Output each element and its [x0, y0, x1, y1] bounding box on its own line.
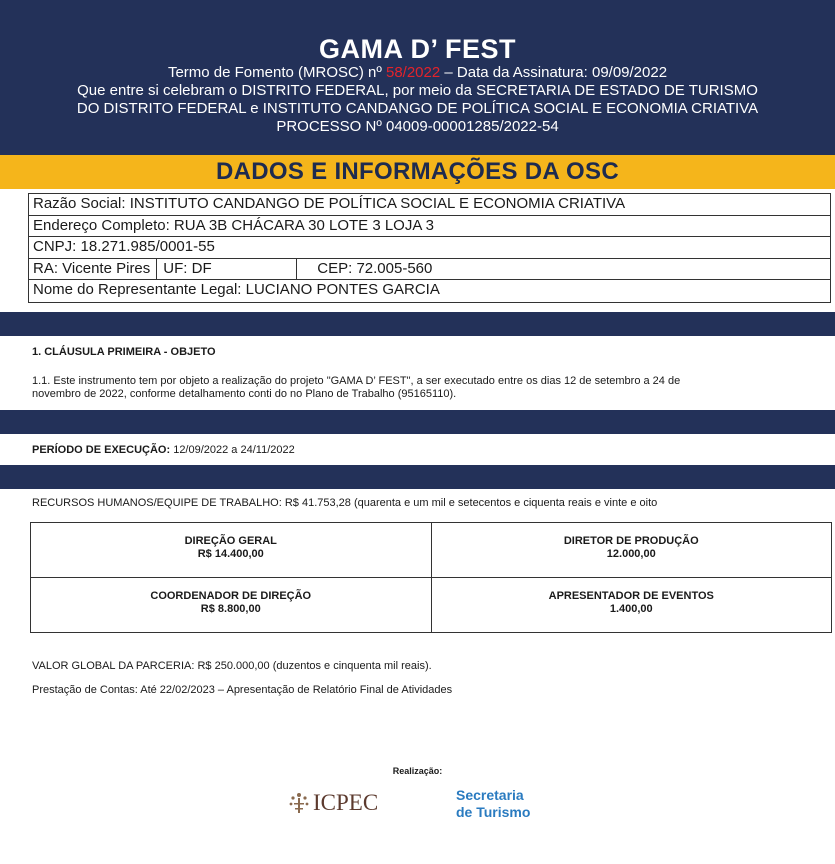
cnpj: CNPJ: 18.271.985/0001-55 — [33, 238, 215, 255]
icpec-logo — [288, 790, 378, 816]
section-banner: DADOS E INFORMAÇÕES DA OSC — [0, 155, 835, 189]
term-suffix: – Data da Assinatura: 09/09/2022 — [440, 64, 668, 81]
term-line — [0, 64, 835, 82]
uf: UF: DF — [157, 259, 297, 280]
icpec-leaf-icon — [288, 791, 310, 815]
team-role: DIRETOR DE PRODUÇÃO — [563, 535, 699, 547]
osc-row-cnpj — [29, 237, 830, 259]
team-value: 1.400,00 — [609, 603, 653, 615]
divider-bar — [0, 410, 835, 434]
osc-row-location — [29, 259, 830, 281]
table-row — [31, 523, 831, 578]
process-number: PROCESSO Nº 04009-00001285/2022-54 — [276, 118, 559, 135]
divider-bar — [0, 465, 835, 489]
team-value: 12.000,00 — [606, 548, 656, 560]
osc-row-representante — [29, 280, 830, 302]
cep: CEP: 72.005-560 — [317, 259, 433, 277]
team-cell — [432, 578, 832, 633]
osc-row-endereco — [29, 216, 830, 238]
endereco: Endereço Completo: RUA 3B CHÁCARA 30 LOTE 3 LOJA 3 — [33, 216, 435, 234]
team-cell — [31, 578, 432, 633]
prestacao-contas: Prestação de Contas: Até 22/02/2023 – Apresentação de Relatório Final de Atividades — [32, 684, 453, 696]
recursos-humanos: RECURSOS HUMANOS/EQUIPE DE TRABALHO: R$ 41.753,28 (quarenta e um mil e setecentos e ciquenta reais e vinte e oito — [32, 497, 658, 509]
representante: Nome do Representante Legal: LUCIANO PONTES GARCIA — [33, 281, 440, 298]
clausula-heading: 1. CLÁUSULA PRIMEIRA - OBJETO — [32, 346, 216, 358]
parties-line-2: DO DISTRITO FEDERAL e INSTITUTO CANDANGO DE POLÍTICA SOCIAL E ECONOMIA CRIATIVA — [76, 100, 759, 117]
secretaria-line-1: Secretaria — [456, 787, 524, 803]
divider-bar — [0, 312, 835, 336]
osc-info-table — [28, 193, 831, 303]
clausula-text — [32, 375, 680, 401]
header-block — [0, 0, 835, 155]
clausula-text-line-2: novembro de 2022, conforme detalhamento conti do no Plano de Trabalho (95165110). — [32, 388, 457, 400]
secretaria-line-2: de Turismo — [456, 804, 531, 820]
team-value: R$ 8.800,00 — [200, 603, 261, 615]
periodo-value: 12/09/2022 a 24/11/2022 — [170, 444, 295, 456]
ra: RA: Vicente Pires — [33, 259, 157, 280]
term-number: 58/2022 — [385, 64, 441, 81]
secretaria-turismo-logo — [456, 787, 530, 821]
team-cell — [31, 523, 432, 577]
event-title: GAMA D’ FEST — [318, 34, 516, 64]
term-prefix: Termo de Fomento (MROSC) nº — [167, 64, 386, 81]
team-cell — [432, 523, 832, 577]
table-row — [31, 578, 831, 633]
team-table — [30, 522, 832, 633]
periodo-execucao — [32, 444, 295, 456]
razao-social: Razão Social: INSTITUTO CANDANGO DE POLÍTICA SOCIAL E ECONOMIA CRIATIVA — [33, 195, 626, 212]
clausula-text-line-1: 1.1. Este instrumento tem por objeto a realização do projeto "GAMA D’ FEST", a ser executado entre os dias 12 de setembro a 24 de — [32, 375, 681, 387]
icpec-text: ICPEC — [313, 790, 379, 815]
osc-row-razao — [29, 194, 830, 216]
team-value: R$ 14.400,00 — [197, 548, 264, 560]
team-role: APRESENTADOR DE EVENTOS — [548, 590, 714, 602]
realizacao-label: Realização: — [392, 766, 443, 776]
team-role: COORDENADOR DE DIREÇÃO — [150, 590, 312, 602]
periodo-label: PERÍODO DE EXECUÇÃO: — [32, 444, 171, 456]
team-role: DIREÇÃO GERAL — [184, 535, 277, 547]
valor-global: VALOR GLOBAL DA PARCERIA: R$ 250.000,00 (duzentos e cinquenta mil reais). — [32, 660, 432, 672]
parties-line-1: Que entre si celebram o DISTRITO FEDERAL, por meio da SECRETARIA DE ESTADO DE TURISMO — [77, 82, 758, 99]
